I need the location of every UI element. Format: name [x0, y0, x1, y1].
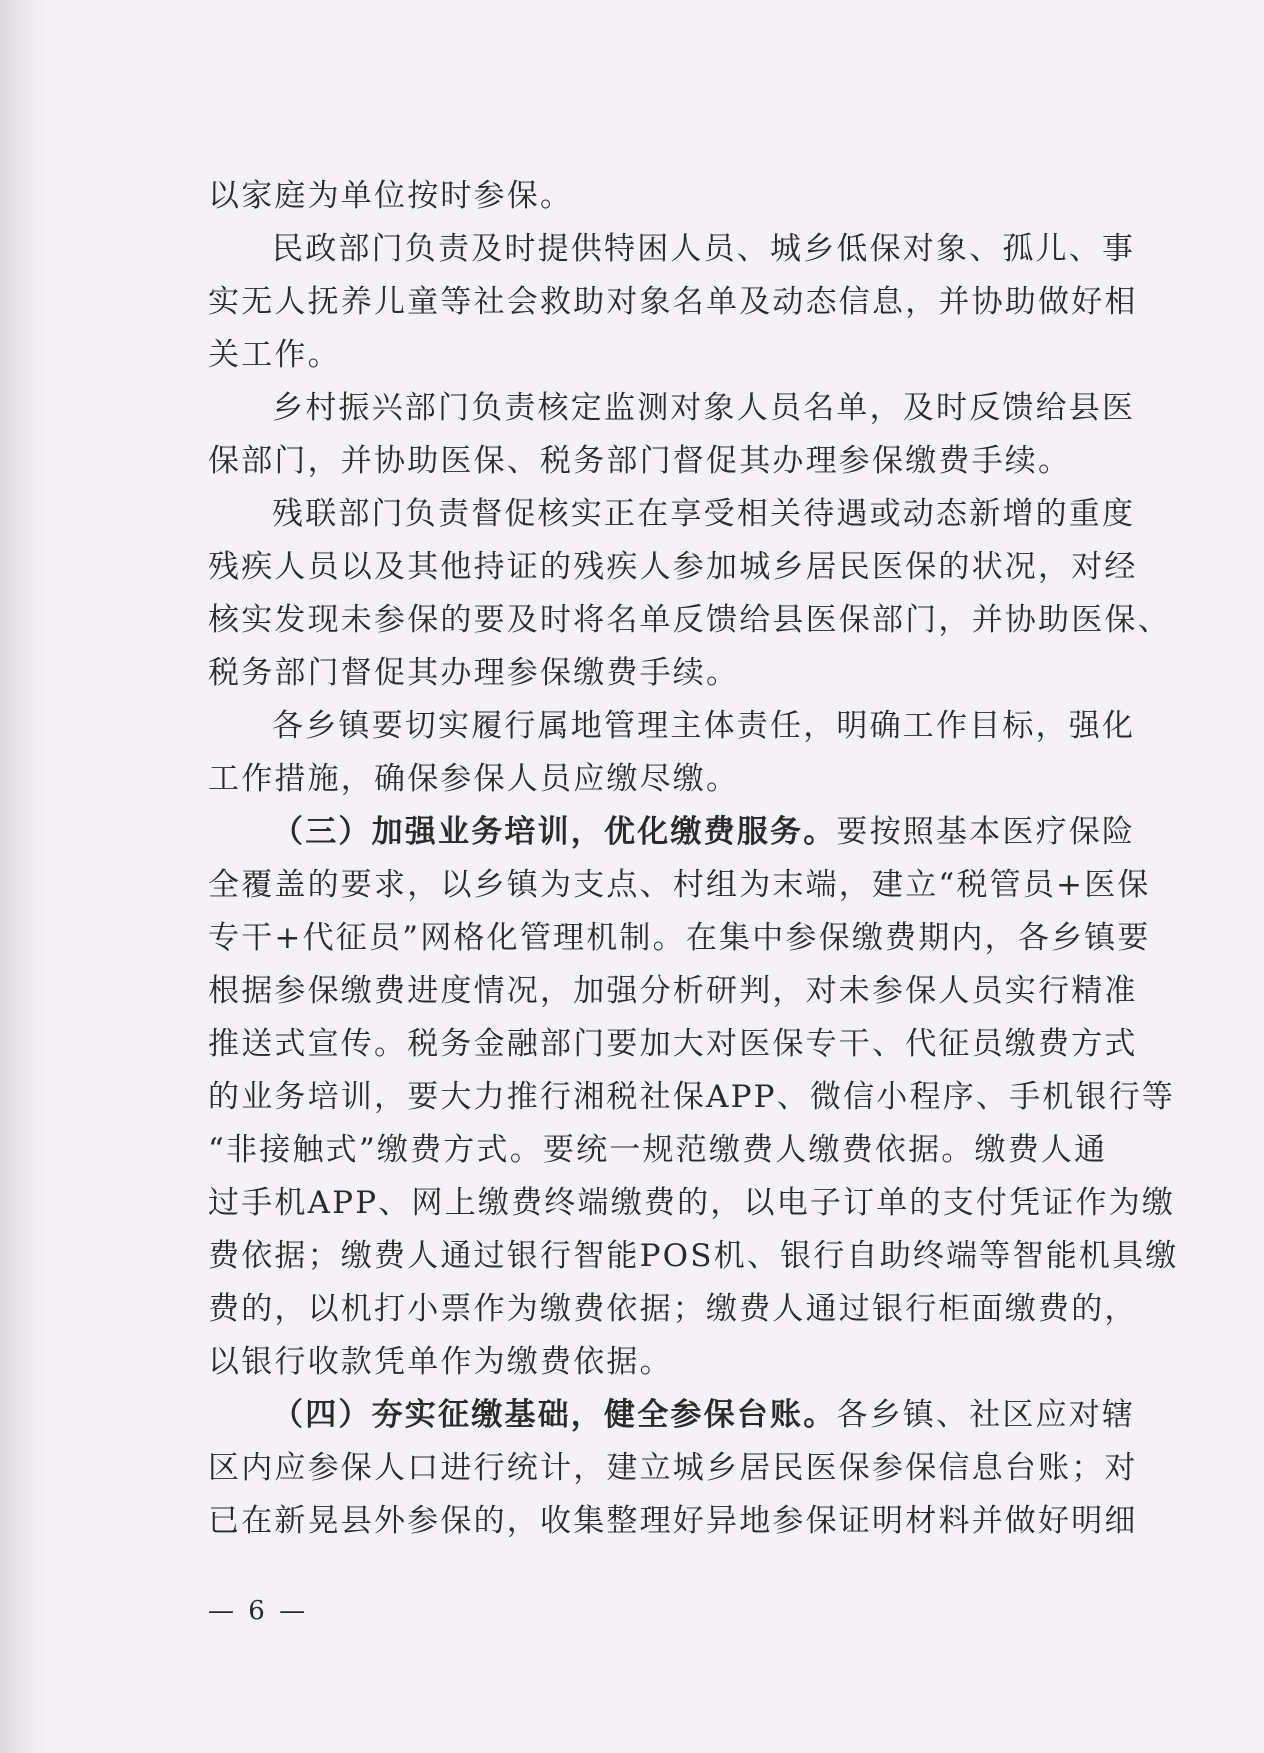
- text-line: 专干+代征员”网格化管理机制。在集中参保缴费期内，各乡镇要: [208, 920, 1151, 956]
- text-line: 残联部门负责督促核实正在享受相关待遇或动态新增的重度: [272, 496, 1136, 532]
- text-line: 区内应参保人口进行统计，建立城乡居民医保参保信息台账；对: [208, 1450, 1138, 1486]
- text-line: 税务部门督促其办理参保缴费手续。: [208, 655, 740, 691]
- text-line: 以家庭为单位按时参保。: [208, 178, 574, 214]
- text-line: 各乡镇要切实履行属地管理主体责任，明确工作目标，强化: [272, 708, 1136, 744]
- text-line: 的业务培训，要大力推行湘税社保APP、微信小程序、手机银行等: [208, 1079, 1176, 1115]
- page-number: — 6 —: [208, 1596, 309, 1626]
- text-line: 费的，以机打小票作为缴费依据；缴费人通过银行柜面缴费的，: [208, 1291, 1138, 1327]
- text-line: 全覆盖的要求，以乡镇为支点、村组为末端，建立“税管员+医保: [208, 867, 1151, 903]
- text-line: 费依据；缴费人通过银行智能POS机、银行自助终端等智能机具缴: [208, 1238, 1179, 1274]
- scan-edge-shadow: [0, 0, 48, 1753]
- section-heading: （四）夯实征缴基础，健全参保台账。: [272, 1397, 837, 1433]
- text-line: 保部门，并协助医保、税务部门督促其办理参保缴费手续。: [208, 443, 1072, 479]
- text-line: 民政部门负责及时提供特困人员、城乡低保对象、孤儿、事: [272, 231, 1136, 267]
- text-line: 过手机APP、网上缴费终端缴费的，以电子订单的支付凭证作为缴: [208, 1185, 1176, 1221]
- text-line: 乡村振兴部门负责核定监测对象人员名单，及时反馈给县医: [272, 390, 1136, 426]
- text-line: 以银行收款凭单作为缴费依据。: [208, 1344, 673, 1380]
- text-line: 残疾人员以及其他持证的残疾人参加城乡居民医保的状况，对经: [208, 549, 1138, 585]
- text-line: 已在新晃县外参保的，收集整理好异地参保证明材料并做好明细: [208, 1503, 1138, 1539]
- text-line: 工作措施，确保参保人员应缴尽缴。: [208, 761, 740, 797]
- text-line: 关工作。: [208, 337, 341, 373]
- text-line: 根据参保缴费进度情况，加强分析研判，对未参保人员实行精准: [208, 973, 1138, 1009]
- section-heading-line: [208, 1389, 1158, 1442]
- text-line: 核实发现未参保的要及时将名单反馈给县医保部门，并协助医保、: [208, 602, 1171, 638]
- text-line: 实无人抚养儿童等社会救助对象名单及动态信息，并协助做好相: [208, 284, 1138, 320]
- section-text: 各乡镇、社区应对辖: [836, 1397, 1136, 1433]
- text-line: “非接触式”缴费方式。要统一规范缴费人缴费依据。缴费人通: [208, 1132, 1108, 1168]
- section-text: 要按照基本医疗保险: [836, 814, 1136, 850]
- section-heading: （三）加强业务培训，优化缴费服务。: [272, 814, 837, 850]
- document-page: [208, 170, 1179, 1548]
- text-line: 推送式宣传。税务金融部门要加大对医保专干、代征员缴费方式: [208, 1026, 1138, 1062]
- section-heading-line: [208, 806, 1158, 859]
